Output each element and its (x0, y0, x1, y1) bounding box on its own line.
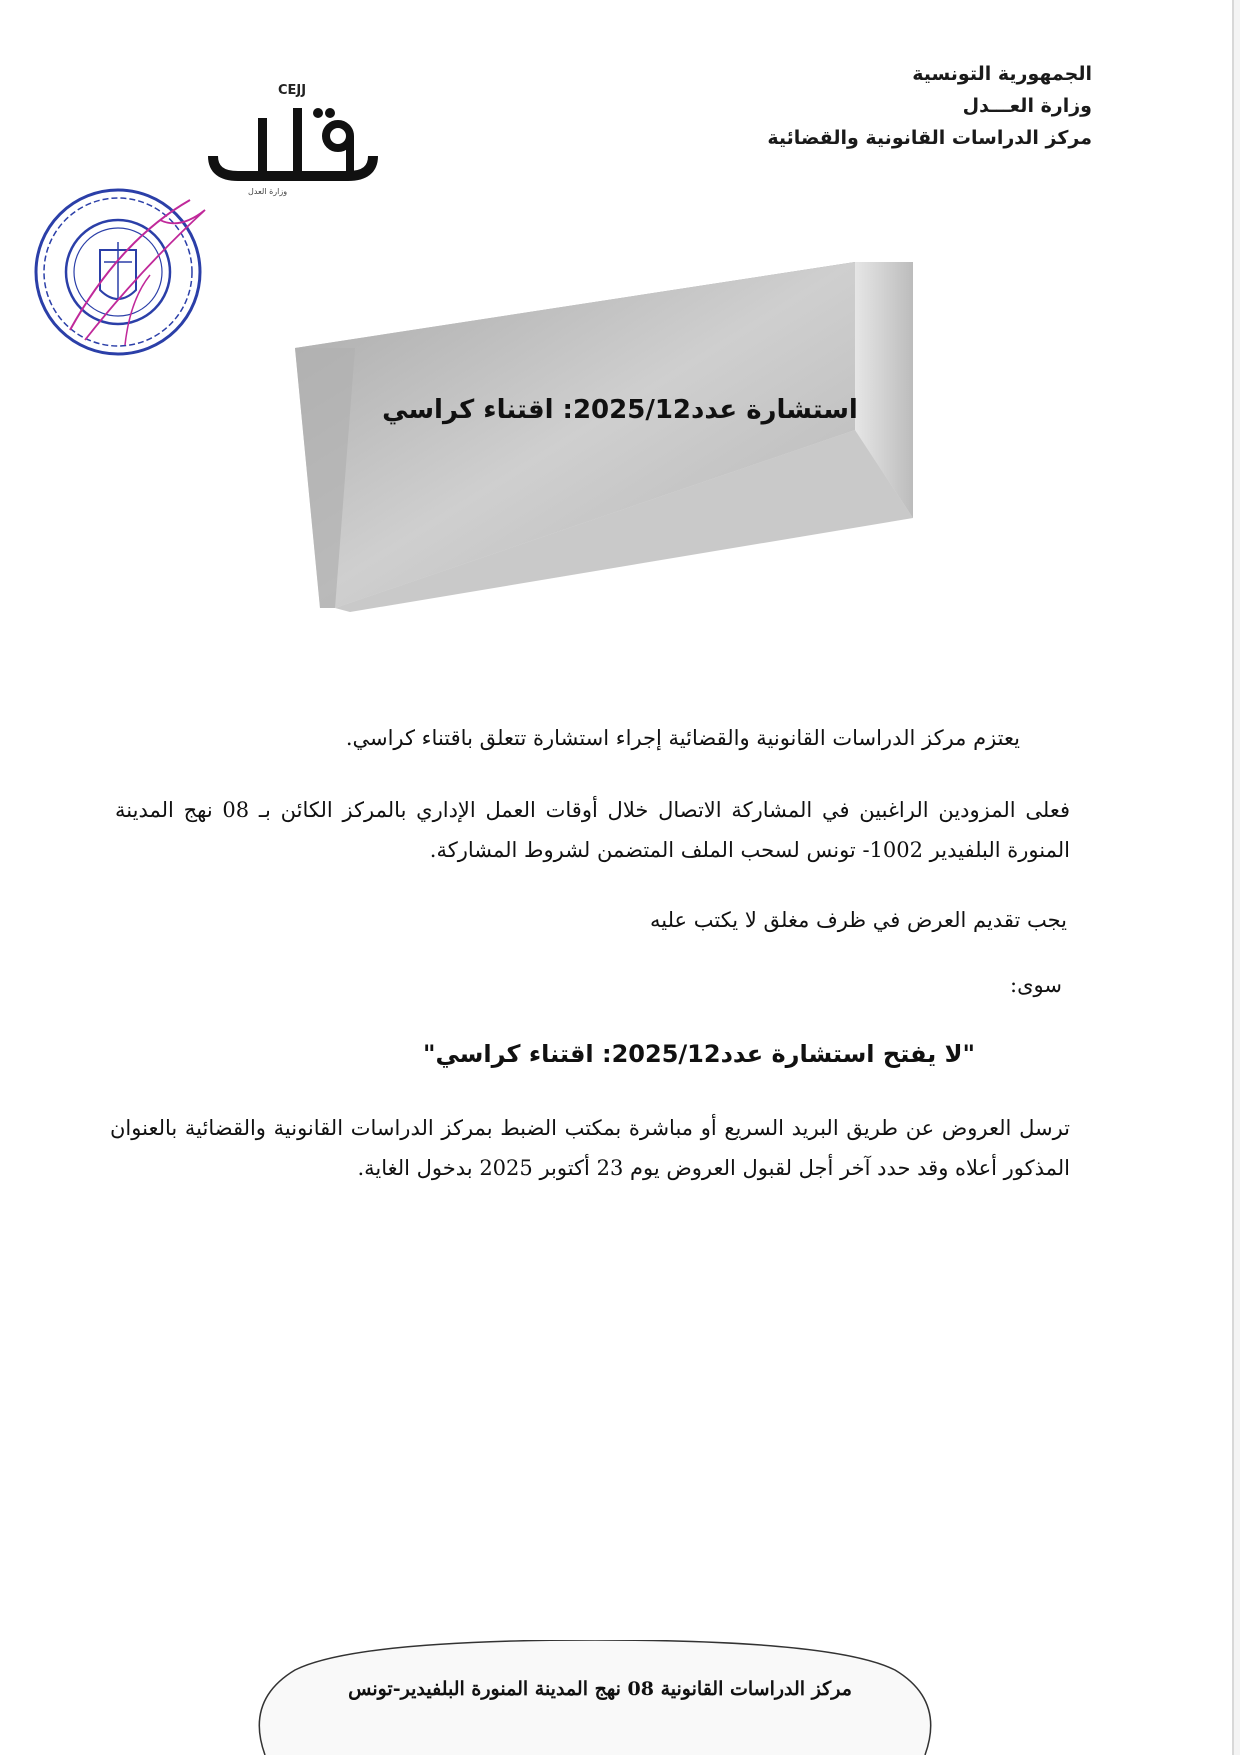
letterhead-center: مركز الدراسات القانونية والقضائية (767, 127, 1092, 149)
footer-address: مركز الدراسات القانونية 08 نهج المدينة المنورة البلفيدير-تونس (348, 1678, 852, 1700)
official-stamp (30, 180, 215, 365)
scan-edge-line (1232, 0, 1234, 1755)
logo-ministry: وزارة العدل (248, 187, 288, 196)
paragraph-except: سوى: (1010, 973, 1062, 997)
consultation-title: استشارة عدد2025/12: اقتناء كراسي (382, 395, 858, 425)
letterhead-republic: الجمهورية التونسية (912, 63, 1092, 85)
title-box-3d (295, 250, 935, 630)
scan-edge (1234, 0, 1240, 1755)
paragraph-intent: يعتزم مركز الدراسات القانونية والقضائية إجراء استشارة تتعلق باقتناء كراسي. (345, 726, 1020, 750)
cejj-logo (198, 78, 388, 198)
logo-abbr: CEJJ (278, 83, 307, 98)
paragraph-deadline: ترسل العروض عن طريق البريد السريع أو مباشرة بمكتب الضبط بمركز الدراسات القانونية والقضائية بالعنوان المذكور أعلاه وقد حدد آخر أجل لقبول العروض يوم 23 أكتوبر 2025 بدخول الغاية. (110, 1116, 1070, 1180)
envelope-label-quote: "لا يفتح استشارة عدد2025/12: اقتناء كراسي" (422, 1040, 975, 1068)
paragraph-suppliers: فعلى المزودين الراغبين في المشاركة الاتصال خلال أوقات العمل الإداري بالمركز الكائن بـ 08 نهج المدينة المنورة البلفيدير 1002- تونس لسحب الملف المتضمن لشروط المشاركة. (115, 798, 1070, 862)
letterhead (767, 58, 1092, 154)
paragraph-envelope: يجب تقديم العرض في ظرف مغلق لا يكتب عليه (650, 908, 1067, 932)
letterhead-ministry: وزارة العـــدل (962, 95, 1092, 117)
